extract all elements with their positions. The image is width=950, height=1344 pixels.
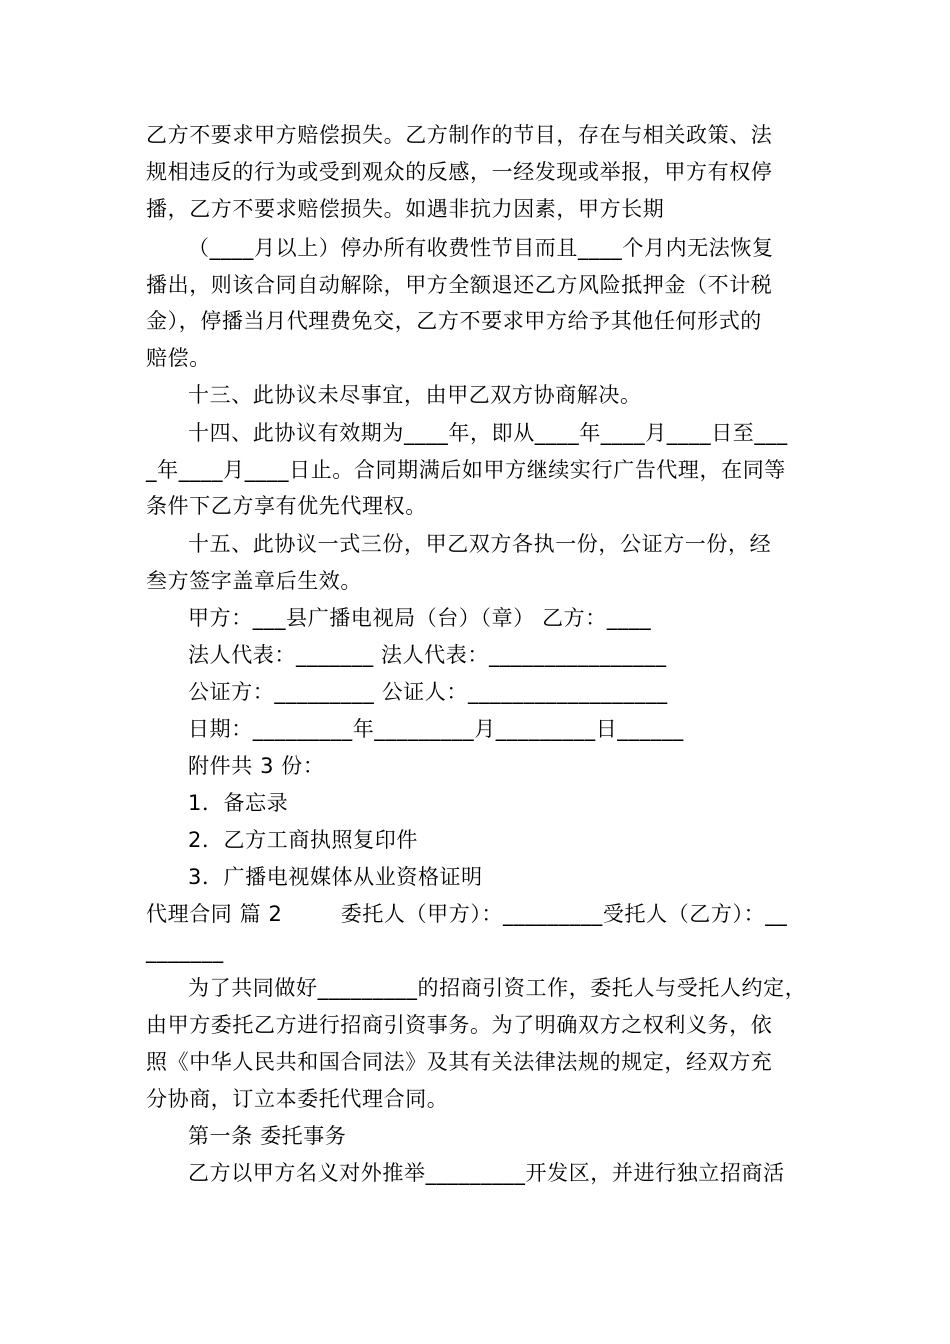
body-text-line: 赔偿。 — [146, 346, 211, 370]
body-text-line: _年____月____日止。合同期满后如甲方继续实行广告代理，在同等 — [146, 458, 786, 482]
body-text-line: _______ — [146, 939, 224, 963]
body-text-line: 叁方签字盖章后生效。 — [146, 569, 362, 593]
body-text-line: 乙方以甲方名义对外推举_________开发区，并进行独立招商活 — [188, 1161, 785, 1185]
body-text-line: 条件下乙方享有优先代理权。 — [146, 494, 427, 518]
signature-date-line: 日期：_________年_________月_________日______ — [188, 717, 684, 741]
signature-party-line: 甲方：___县广播电视局（台）（章） 乙方：____ — [188, 606, 652, 630]
body-text-line: 金），停播当月代理费免交，乙方不要求甲方给予其他任何形式的 — [146, 309, 762, 333]
body-text-line: 播，乙方不要求赔偿损失。如遇非抗力因素，甲方长期 — [146, 197, 665, 221]
body-text-line: 为了共同做好_________的招商引资工作，委托人与受托人约定， — [188, 976, 807, 1000]
body-text-line: 播出，则该合同自动解除，甲方全额退还乙方风险抵押金（不计税 — [146, 273, 773, 297]
signature-legal-rep-line: 法人代表：_______ 法人代表：________________ — [188, 643, 667, 667]
attachment-item: 3．广播电视媒体从业资格证明 — [188, 865, 483, 889]
body-text-line: 照《中华人民共和国合同法》及其有关法律法规的规定，经双方充 — [146, 1050, 773, 1074]
clause-13: 十三、此协议未尽事宜，由甲乙双方协商解决。 — [188, 383, 642, 407]
section-heading-contract-2: 代理合同 篇 2 委托人（甲方）：_________受托人（乙方）：__ — [146, 902, 788, 926]
attachment-item: 2．乙方工商执照复印件 — [188, 828, 418, 852]
clause-14: 十四、此协议有效期为____年，即从____年____月____日至___ — [188, 421, 788, 445]
article-1-heading: 第一条 委托事务 — [188, 1124, 347, 1148]
body-text-line: 乙方不要求甲方赔偿损失。乙方制作的节目，存在与相关政策、法 — [146, 123, 773, 147]
body-text-line: 分协商，订立本委托代理合同。 — [146, 1087, 449, 1111]
clause-15: 十五、此协议一式三份，甲乙双方各执一份，公证方一份，经 — [188, 532, 772, 556]
signature-notary-line: 公证方：_________ 公证人：__________________ — [188, 680, 668, 704]
body-text-line: （____月以上）停办所有收费性节目而且____个月内无法恢复 — [188, 236, 774, 260]
attachments-heading: 附件共 3 份： — [188, 754, 325, 778]
body-text-line: 规相违反的行为或受到观众的反感，一经发现或举报，甲方有权停 — [146, 160, 773, 184]
body-text-line: 由甲方委托乙方进行招商引资事务。为了明确双方之权利义务，依 — [146, 1013, 773, 1037]
attachment-item: 1．备忘录 — [188, 791, 289, 815]
